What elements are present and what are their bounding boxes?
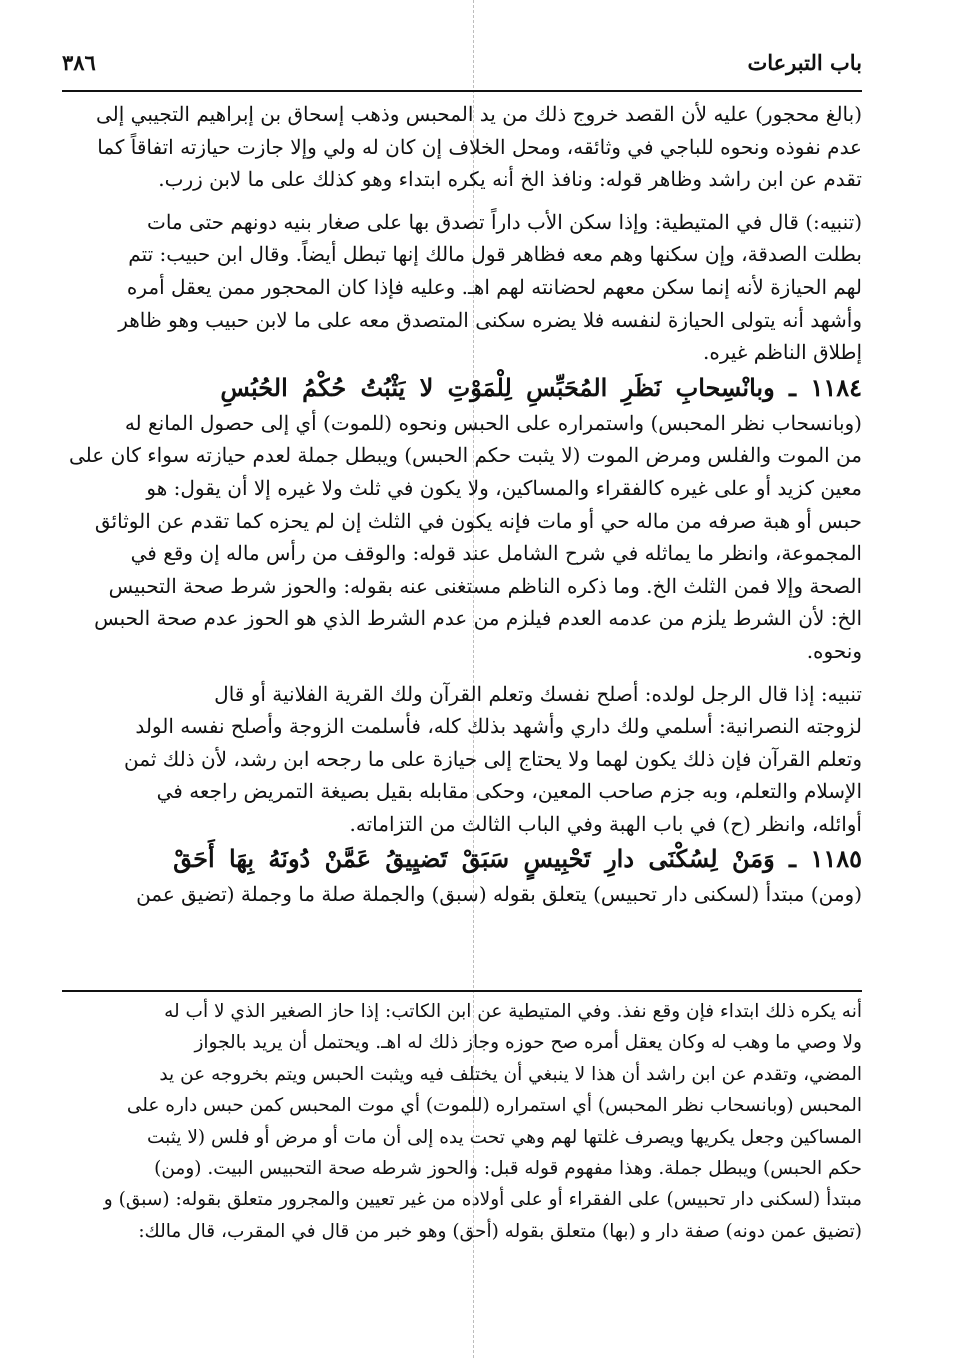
text-line: (بالغ محجور) عليه لأن القصد خروج ذلك من يد المحبس وذهب إسحاق بن إبراهيم التجيبي إلى [95, 102, 862, 126]
text-line: عدم نفوذه ونحوه للباجي في وثائقه، ومحل الخلاف إن كان له ولي وإلا جازت حيازته اتفاقاً كما [97, 134, 862, 159]
text-line: ونحوه. [806, 638, 862, 663]
footnote-line: المحبس (وبانسحاب نظر المحبس) أي استمراره (للموت) أي موت المحبس كمن حبس داره على [126, 1095, 862, 1117]
text-line: (وبانسحاب نظر المحبس) واستمراره على الحبس ونحوه (للموت) أي إلى حصول المانع له [124, 410, 862, 435]
text-line: (ومن) مبتدأ (لسكنى دار تحبيس) يتعلق بقوله (سبق) والجملة صلة ما وجملة (تضيق عمن [136, 882, 862, 907]
text-line: تنبيه: إذا قال الرجل لولده: أصلح نفسك وتعلم القرآن ولك القرية الفلانية أو قال [214, 681, 862, 706]
footnote-line: ولا وصي ما وهب له وكان يعقل أمره صح حوزه وجاز ذلك له اهـ. ويحتمل أن يريد بالجواز [194, 1032, 862, 1054]
text-line: تقدم عن ابن راشد وظاهر قوله: ونافذ الخ أنه يكره ابتداء وهو كذلك على ما لابن زرب. [158, 167, 862, 192]
text-line: معين كزيد أو على غيره كالفقراء والمساكين، ولا يكون في ثلث ولا غيره إلا أن يقول: هو [146, 475, 862, 500]
book-page [62, 28, 862, 1338]
text-line: الصحة وإلا فمن الثلث الخ. وما ذكره الناظم مستغنى عنه بقوله: والحوز شرط صحة التحبيس [108, 573, 862, 598]
text-line: وتعلم القرآن فإن ذلك يكون لهما ولا يحتاج إلى حيازة على ما رجحه ابن رشد، لأن ذلك ثمن [124, 746, 862, 771]
text-line: بطلت الصدقة، وإن سكنها وهم معه فظاهر قول مالك إنها تبطل أيضاً. وقال ابن حبيب: تتم [128, 242, 862, 267]
page-header [62, 40, 862, 84]
footnote-line: مبتدأ (لسكنى دار تحبيس) على الفقراء أو على أولاده من غير تعيين والمجرور متعلق بقوله: (سبق) و [103, 1189, 862, 1211]
footnote-line: حكم الحبس) ويبطل جملة. وهذا مفهوم قوله قبل: والحوز شرطه صحة التحبيس البيت. (ومن) [154, 1158, 862, 1180]
text-line: المجموعة، وانظر ما يماثله في شرح الشامل عند قوله: والوقف من رأس ماله إن وقع في [130, 541, 862, 566]
text-line: من الموت والفلس ومرض الموت (لا يثبت حكم الحبس) ويبطل جملة لعدم حيازته سواء كان على [69, 443, 862, 468]
text-line: لزوجته النصرانية: أسلمي ولك داري وأشهد بذلك كله، فأسلمت الزوجة وأصلح نفسه الولد [135, 714, 862, 739]
footnote-line: أنه يكره ذلك ابتداء فإن وقع نفذ. وفي المتيطية عن ابن الكاتب: إذا حاز الصغير الذي لا أب له [164, 1001, 862, 1022]
text-line: لهم الحيازة لأنه إنما سكن معهم لحضانته لهم اهـ. وعليه فإذا كان المحجور ممن يعقل أمره [126, 274, 862, 299]
text-line: الإسلام والتعلم، وبه جزم صاحب المعين، وحكى مقابله بقيل بصيغة التمريض راجعه في [156, 779, 862, 804]
footnote-line: المساكين وجعل يكريها ويصرف غلتها لهم وهي تحت يده إلى أن مات أو مرض أو فلس (لا يثبت [146, 1126, 862, 1148]
chapter-title: باب التبرعات [747, 49, 862, 75]
footnote-line: المضي، وتقدم عن ابن راشد أن هذا لا ينبغي أن يختلف فيه ويثبت الحبس ويتم بخروجه عن يد [159, 1063, 862, 1085]
text-line: أوائله، وانظر (ح) في باب الهبة وفي الباب الثالث من التزاماته. [349, 811, 862, 836]
text-line: وأشهد أنه يتولى الحيازة لنفسه فلا يضره سكنى المتصدق معه على ما لابن حبيب وهو ظاهر [118, 307, 862, 332]
text-line: (تنبيه:) قال في المتيطية: وإذا سكن الأب داراً تصدق بها على صغار بنيه دونهم حتى مات [146, 209, 862, 234]
main-text [62, 98, 862, 911]
footnote-section [62, 996, 862, 1247]
text-line: إطلاق الناظم غيره. [702, 340, 862, 365]
page-number: ٣٨٦ [62, 49, 96, 75]
footnote-rule [62, 990, 862, 992]
footnote-line: (تضيق عمن دونه) صفة دار و (بها) متعلق بقوله (أحق) وهو خبر من قال في المقرب، قال مالك: [138, 1220, 862, 1242]
text-line: حبس أو هبة صرفه من ماله حي أو مات فإنه يكون في الثلث إن لم يحزه كما تقدم عن الوثائق [94, 508, 862, 533]
header-rule [62, 90, 862, 92]
verse-1185: ١١٨٥ ـ وَمَنْ لِسُكْنَى دارِ تَحْبِيسٍ سَبَقْ تَضيِيقُ عَمَّنْ دُونَهُ بِهَا أَحَقْ [173, 844, 862, 874]
verse-1184: ١١٨٤ ـ وبانْسِحابِ نَظَرِ المُحَبِّسِ لِلْمَوْتِ لا يَثْبُتُ حُكْمُ الحُبُسِ [220, 372, 862, 402]
text-line: الخ: لأن الشرط يلزم من عدمه العدم فيلزم من عدم الشرط الذي هو الحوز عدم صحة الحبس [94, 606, 862, 631]
